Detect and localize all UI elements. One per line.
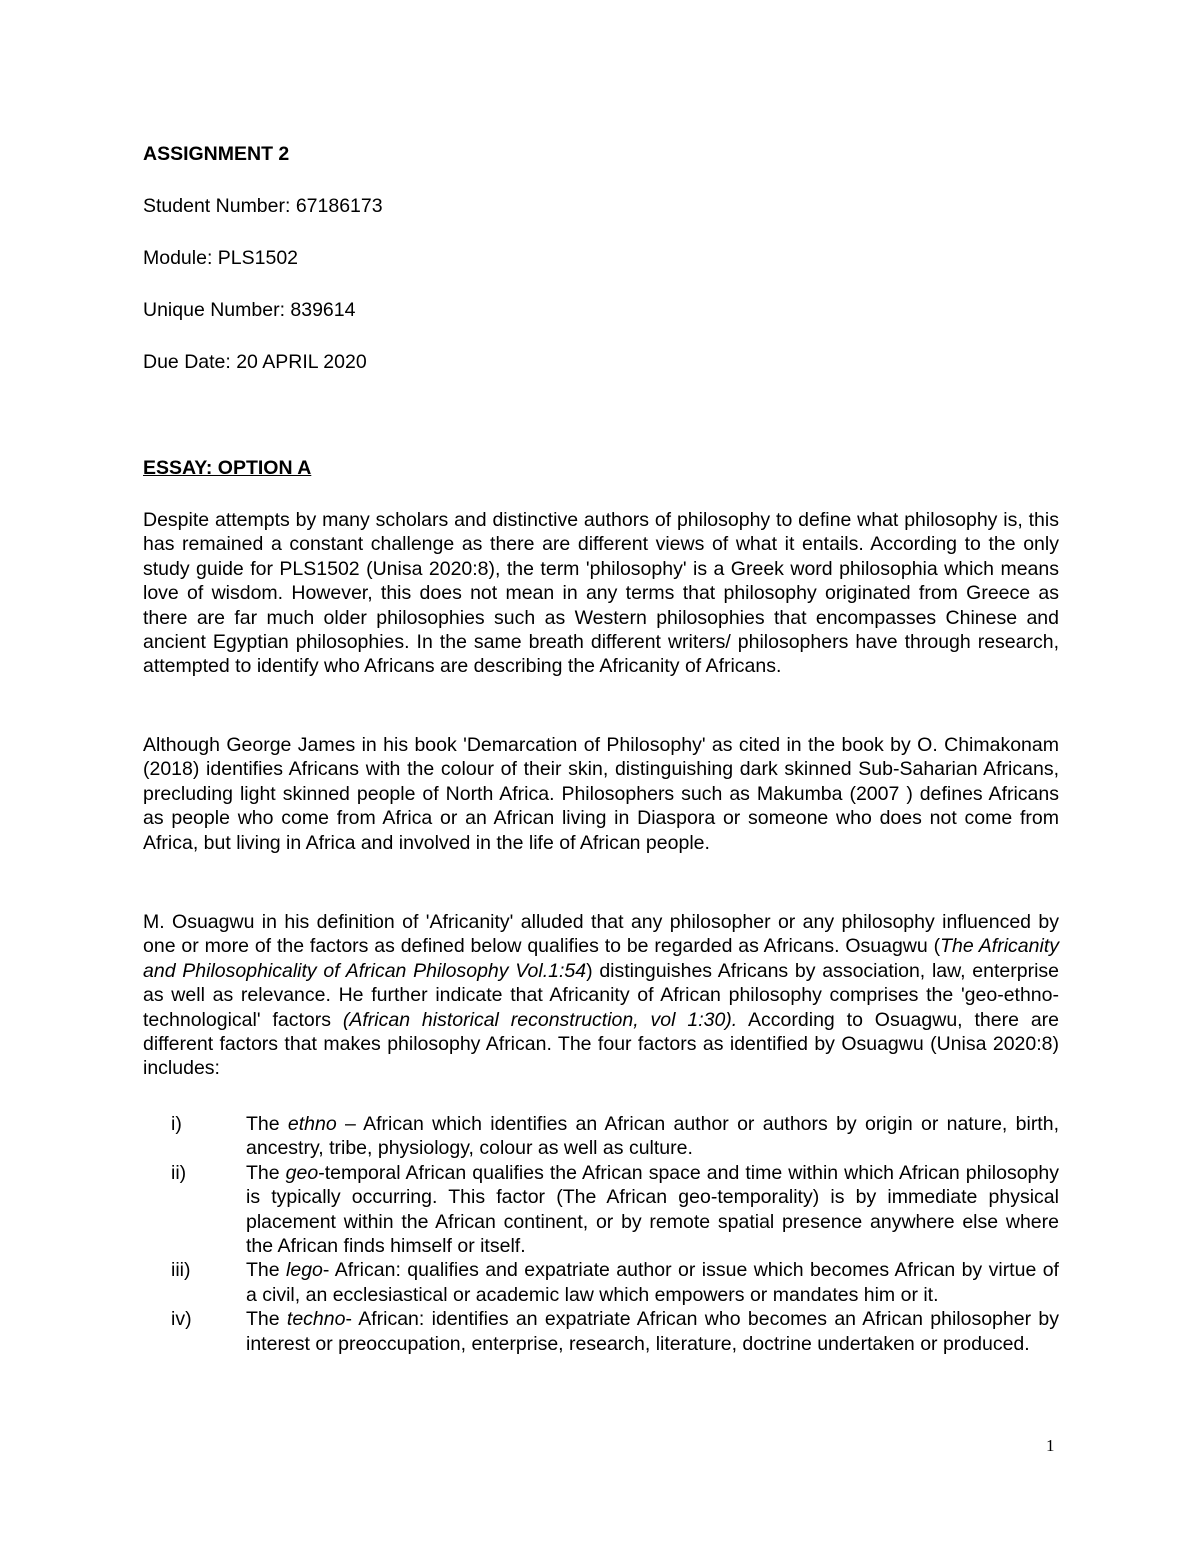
essay-paragraph-2: Although George James in his book 'Demarcation of Philosophy' as cited in the book by O. Chimakonam (2018) identifies Africans with the colour of their skin, distinguishing dark skinned Sub-Saharian Africans, precluding light skinned people of North Africa. Philosophers such as Makumba (2007 ) defines Africans as people who come from Africa or an African living in Diaspora or someone who does not come from Africa, but living in Africa and involved in the life of African people. (143, 734, 1059, 854)
list-item-term: techno (286, 1308, 346, 1331)
assignment-title: ASSIGNMENT 2 (143, 143, 290, 165)
student-number: Student Number: 67186173 (143, 195, 383, 217)
list-item-prefix: The (246, 1259, 287, 1282)
list-item-number: iii) (171, 1259, 191, 1282)
page-number: 1 (1046, 1436, 1055, 1455)
list-item (143, 1161, 1059, 1259)
list-item-term: ethno (287, 1113, 337, 1135)
essay-heading: ESSAY: OPTION A (143, 457, 312, 479)
p3-citation-reference: (African historical reconstruction, vol 1:30). (342, 1008, 738, 1031)
list-item (143, 1258, 1059, 1307)
due-date: Due Date: 20 APRIL 2020 (143, 351, 367, 373)
list-item-text (246, 1258, 1059, 1307)
list-item-prefix: The (246, 1308, 287, 1331)
list-item-term: lego (286, 1259, 323, 1282)
list-item-description: - African: qualifies and expatriate author or issue which becomes African by virtue of a civil, an ecclesiastical or academic law which empowers or mandates him or it. (246, 1259, 1059, 1306)
list-item-number: i) (171, 1113, 182, 1135)
list-item-description: – African which identifies an African author or authors by origin or nature, birth, ancestry, tribe, physiology, colour as well as culture. (246, 1113, 1059, 1160)
list-item-description: - African: identifies an expatriate African who becomes an African philosopher by interest or preoccupation, enterprise, research, literature, doctrine undertaken or produced. (246, 1308, 1059, 1355)
essay-paragraph-1: Despite attempts by many scholars and distinctive authors of philosophy to define what philosophy is, this has remained a constant challenge as there are different views of what it entails. According to the only study guide for PLS1502 (Unisa 2020:8), the term 'philosophy' is a Greek word philosophia which means love of wisdom. However, this does not mean in any terms that philosophy originated from Greece as there are far much older philosophies such as Western philosophies that encompasses Chinese and ancient Egyptian philosophies. In the same breath different writers/ philosophers have through research, attempted to identify who Africans are describing the Africanity of Africans. (143, 509, 1059, 678)
p3-part-c: ) distinguishes Africans by association, law, enterprise as well as relevance. He further indicate that Africanity of African philosophy comprises the 'geo-ethno-technological' factors (143, 959, 1060, 1031)
list-item-text (246, 1307, 1059, 1356)
module: Module: PLS1502 (143, 247, 299, 269)
p3-part-e: According to Osuagwu, there are different factors that makes philosophy African. The four factors as identified by Osuagwu (Unisa 2020:8) includes: (143, 1008, 1060, 1080)
list-item (143, 1112, 1059, 1161)
list-item-term: geo (285, 1161, 319, 1184)
list-item-text (246, 1112, 1059, 1161)
list-item-number: iv) (171, 1308, 192, 1331)
list-item-description: -temporal African qualifies the African space and time within which African philosophy is typically occurring. This factor (The African geo-temporality) is by immediate physical placement within the African continent, or by remote spatial presence anywhere else where the African finds himself or itself. (246, 1161, 1059, 1258)
list-item-number: ii) (171, 1161, 187, 1184)
unique-number: Unique Number: 839614 (143, 299, 356, 321)
p3-citation-title: The Africanity and Philosophicality of African Philosophy Vol.1:54 (143, 935, 1059, 982)
list-item-prefix: The (246, 1113, 288, 1135)
list-item-prefix: The (246, 1161, 286, 1184)
p3-part-a: M. Osuagwu in his definition of 'Africanity' alluded that any philosopher or any philosophy influenced by one or more of the factors as defined below qualifies to be regarded as Africans. Osuagwu ( (143, 911, 1059, 958)
list-item (143, 1307, 1059, 1356)
list-item-text (246, 1161, 1059, 1259)
essay-paragraph-3 (143, 910, 1059, 1081)
factors-list (143, 1112, 1059, 1356)
